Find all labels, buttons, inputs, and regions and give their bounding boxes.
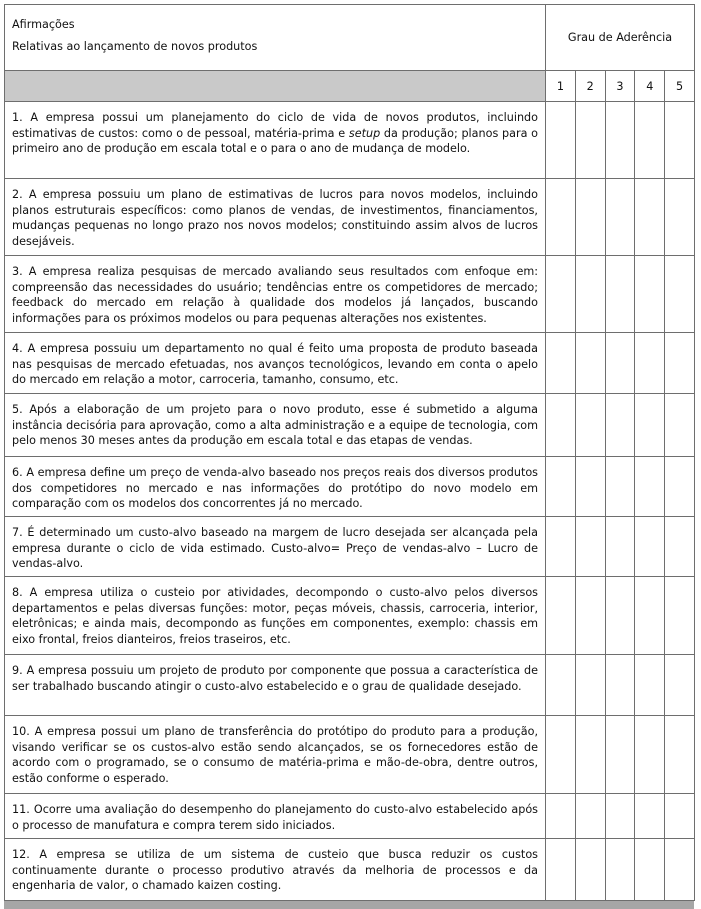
grade-cell-1[interactable] [546,577,576,655]
grade-cell-2[interactable] [575,102,605,179]
grade-cell-4[interactable] [635,716,665,794]
grade-cell-4[interactable] [635,655,665,716]
grade-header: Grau de Aderência [546,5,695,71]
grade-cell-5[interactable] [665,839,695,901]
statement-row [5,655,695,716]
grade-cell-2[interactable] [575,333,605,394]
scale-row-spacer [5,71,546,102]
statements-header [5,5,546,71]
statement-emphasis: setup [348,126,381,140]
grade-cell-3[interactable] [605,102,635,179]
grade-cell-1[interactable] [546,394,576,457]
grade-cell-3[interactable] [605,655,635,716]
grade-cell-1[interactable] [546,179,576,256]
statement-text [5,655,546,716]
scale-value: 2 [575,71,605,102]
statement-text [5,394,546,457]
statement-text-part: 12. A empresa se utiliza de um sistema de custeio que busca reduzir os custos continuamente durante o processo produtivo através da melhoria de processos e da engenharia de valor, o chamado kaizen costing. [12,848,538,893]
grade-cell-1[interactable] [546,655,576,716]
statement-row [5,794,695,839]
grade-cell-4[interactable] [635,256,665,333]
grade-cell-2[interactable] [575,256,605,333]
grade-cell-3[interactable] [605,333,635,394]
statement-text [5,716,546,794]
grade-cell-4[interactable] [635,394,665,457]
grade-cell-2[interactable] [575,394,605,457]
statement-text-part: 9. A empresa possuiu um projeto de produto por componente que possua a característica de ser trabalhado buscando atingir o custo-alvo estabelecido e o grau de qualidade desejado. [12,664,538,693]
statement-row [5,839,695,901]
statement-row [5,256,695,333]
statement-text [5,457,546,517]
grade-cell-4[interactable] [635,333,665,394]
table-bottom-bar [4,901,694,909]
grade-cell-3[interactable] [605,457,635,517]
statement-text-part: 2. A empresa possuiu um plano de estimativas de lucros para novos modelos, incluindo planos estruturais específicos: como planos de vendas, de investimentos, financiamentos, mudanças pequenas no longo prazo nos novos modelos; constituindo assim alvos de lucros desejáveis. [12,188,538,248]
scale-value: 1 [546,71,576,102]
statement-text [5,333,546,394]
scale-value: 5 [665,71,695,102]
grade-cell-4[interactable] [635,102,665,179]
grade-cell-3[interactable] [605,256,635,333]
statement-text [5,102,546,179]
statement-text-part: 3. A empresa realiza pesquisas de mercado avaliando seus resultados com enfoque em: compreensão das necessidades do usuário; tendências entre os competidores de mercado; feedback do mercado em relação à qualidade dos modelos já lançados, buscando informações para os próximos modelos ou para pequenas alterações nos existentes. [12,265,538,325]
grade-cell-3[interactable] [605,517,635,577]
grade-cell-3[interactable] [605,839,635,901]
scale-row [5,71,695,102]
grade-cell-3[interactable] [605,716,635,794]
statement-row [5,333,695,394]
grade-cell-4[interactable] [635,517,665,577]
survey-wrapper [4,4,694,909]
statement-text [5,179,546,256]
grade-cell-2[interactable] [575,794,605,839]
grade-cell-5[interactable] [665,394,695,457]
statement-text [5,839,546,901]
statements-subtitle: Relativas ao lançamento de novos produtos [12,40,258,53]
grade-cell-2[interactable] [575,577,605,655]
grade-cell-1[interactable] [546,517,576,577]
grade-cell-5[interactable] [665,716,695,794]
statement-text-part: 8. A empresa utiliza o custeio por atividades, decompondo o custo-alvo pelos diversos departamentos e pelas diversas funções: motor, peças móveis, chassis, carroceria, interior, eletrônicas; e ainda mais, decompondo as funções em componentes, exemplo: chassis em eixo frontal, freios dianteiros, freios traseiros, etc. [12,586,538,646]
grade-cell-3[interactable] [605,179,635,256]
grade-cell-4[interactable] [635,457,665,517]
statement-row [5,716,695,794]
statement-text-part: 6. A empresa define um preço de venda-alvo baseado nos preços reais dos diversos produtos dos competidores no mercado e nas informações do protótipo do novo modelo em comparação com os modelos dos concorrentes já no mercado. [12,466,538,511]
adherence-table [4,4,695,901]
grade-cell-1[interactable] [546,333,576,394]
statement-text-part: da produção; planos para o primeiro ano de produção em escala total e o para o ano de mudança de modelo. [12,126,539,156]
scale-value: 4 [635,71,665,102]
grade-cell-5[interactable] [665,256,695,333]
scale-value: 3 [605,71,635,102]
statement-text-part: 7. É determinado um custo-alvo baseado na margem de lucro desejada ser alcançada pela empresa durante o ciclo de vida estimado. Custo-alvo= Preço de vendas-alvo – Lucro de vendas-alvo. [12,526,538,571]
statement-row [5,457,695,517]
grade-cell-5[interactable] [665,179,695,256]
statement-text [5,794,546,839]
statement-text-part: 1. A empresa possui um planejamento do ciclo de vida de novos produtos, incluindo estimativas de custos: como o de pessoal, matéria-prima e [12,111,538,140]
statement-text-part: 11. Ocorre uma avaliação do desempenho do planejamento do custo-alvo estabelecido após o processo de manufatura e compra terem sido iniciados. [12,803,538,832]
grade-cell-1[interactable] [546,794,576,839]
grade-cell-2[interactable] [575,457,605,517]
grade-cell-4[interactable] [635,179,665,256]
grade-cell-5[interactable] [665,457,695,517]
grade-cell-2[interactable] [575,839,605,901]
grade-cell-2[interactable] [575,655,605,716]
grade-cell-4[interactable] [635,839,665,901]
grade-cell-2[interactable] [575,517,605,577]
grade-cell-4[interactable] [635,794,665,839]
grade-cell-2[interactable] [575,179,605,256]
grade-cell-2[interactable] [575,716,605,794]
grade-cell-1[interactable] [546,457,576,517]
grade-cell-1[interactable] [546,716,576,794]
grade-cell-5[interactable] [665,102,695,179]
grade-cell-5[interactable] [665,794,695,839]
statements-title: Afirmações [12,18,75,31]
statement-row [5,394,695,457]
statement-row [5,179,695,256]
grade-cell-3[interactable] [605,577,635,655]
statement-row [5,517,695,577]
statement-text-part: 4. A empresa possuiu um departamento no qual é feito uma proposta de produto baseada nas pesquisas de mercado efetuadas, nos avanços tecnológicos, levando em conta o apelo do mercado em relação a motor, carroceria, tamanho, consumo, etc. [12,342,538,387]
statement-text [5,256,546,333]
grade-cell-5[interactable] [665,577,695,655]
grade-cell-3[interactable] [605,394,635,457]
grade-cell-5[interactable] [665,517,695,577]
grade-cell-1[interactable] [546,256,576,333]
statement-text [5,517,546,577]
grade-cell-3[interactable] [605,794,635,839]
grade-cell-1[interactable] [546,839,576,901]
grade-cell-5[interactable] [665,333,695,394]
statement-text-part: 10. A empresa possui um plano de transferência do protótipo do produto para a produção, visando verificar se os custos-alvo estão sendo alcançados, se os fornecedores estão de acordo com o programado, se o consumo de matéria-prima e mão-de-obra, dentre outros, estão conforme o esperado. [12,725,538,785]
grade-cell-4[interactable] [635,577,665,655]
statement-row [5,577,695,655]
statement-text [5,577,546,655]
grade-cell-5[interactable] [665,655,695,716]
statement-row [5,102,695,179]
grade-cell-1[interactable] [546,102,576,179]
statement-text-part: 5. Após a elaboração de um projeto para o novo produto, esse é submetido a alguma instância decisória para aprovação, como a alta administração e a equipe de tecnologia, com pelo menos 30 meses antes da produção em escala total e das etapas de vendas. [12,403,538,448]
